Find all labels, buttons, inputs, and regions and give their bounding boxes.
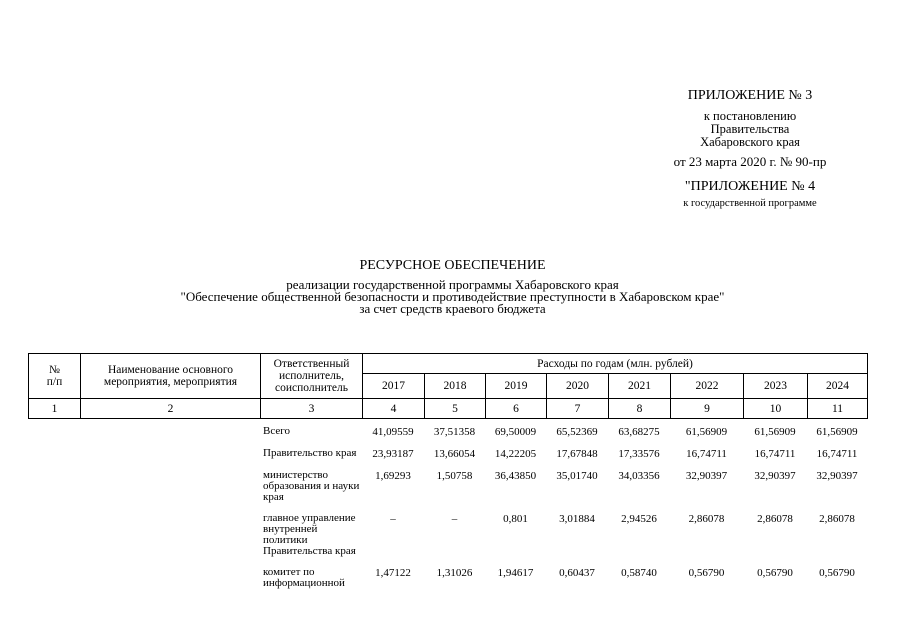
cell-num [28, 567, 80, 599]
appendix-date: от 23 марта 2020 г. № 90-пр [673, 154, 827, 169]
cell-value: 1,47122 [375, 567, 411, 579]
year-cell: 2017 [363, 374, 425, 399]
table-body [28, 426, 867, 599]
appendix-title: ПРИЛОЖЕНИЕ № 3 [687, 88, 813, 103]
cell-value: 0,56790 [688, 567, 725, 579]
cell-value: 69,50009 [494, 426, 537, 438]
header-name: Наименование основного мероприятия, мероприятия [81, 354, 261, 399]
cell-value: 34,03356 [618, 470, 660, 482]
col-number: 2 [81, 399, 261, 419]
cell-value: 1,69293 [375, 470, 411, 482]
cell-value: 37,51358 [433, 426, 476, 438]
cell-executor: комитет по информационной [263, 566, 345, 589]
cell-value: 41,09559 [372, 426, 414, 438]
cell-num [28, 448, 80, 470]
cell-value: 63,68275 [618, 426, 660, 438]
appendix-body [640, 110, 860, 149]
subtitle-line: за счет средств краевого бюджета [359, 301, 546, 316]
cell-value: 17,33576 [618, 448, 660, 460]
year-cell: 2018 [425, 374, 486, 399]
table-header [28, 353, 868, 419]
table-row [28, 513, 867, 567]
cell-value: 2,86078 [757, 513, 793, 525]
header-num [29, 354, 81, 399]
cell-value: – [390, 513, 396, 525]
cell-value: 1,50758 [436, 470, 473, 482]
cell-value: 32,90397 [754, 470, 796, 482]
cell-value: 16,74711 [754, 448, 796, 460]
cell-value: 23,93187 [372, 448, 414, 460]
cell-value: 61,56909 [754, 426, 796, 438]
cell-executor: министерство образования и науки края [263, 469, 360, 503]
cell-value: 16,74711 [686, 448, 727, 460]
cell-value: 14,22205 [494, 448, 537, 460]
cell-value: 16,74711 [816, 448, 858, 460]
cell-value: 3,01884 [559, 513, 595, 525]
appendix-line: Хабаровского края [700, 135, 800, 149]
cell-name [80, 567, 260, 599]
cell-value: 2,86078 [688, 513, 725, 525]
col-number: 8 [609, 399, 671, 419]
cell-value: 13,66054 [433, 448, 476, 460]
year-cell: 2023 [744, 374, 808, 399]
col-number: 3 [261, 399, 363, 419]
cell-value: 17,67848 [556, 448, 598, 460]
cell-value: 65,52369 [556, 426, 598, 438]
col-number: 9 [671, 399, 744, 419]
cell-value: 0,60437 [559, 567, 595, 579]
cell-value: 61,56909 [816, 426, 858, 438]
document-title: РЕСУРСНОЕ ОБЕСПЕЧЕНИЕ [359, 258, 546, 273]
header-num-text: № п/п [46, 364, 63, 388]
document-subtitle [0, 279, 905, 315]
col-number: 7 [547, 399, 609, 419]
cell-value: 32,90397 [816, 470, 858, 482]
cell-executor: Правительство края [263, 447, 357, 459]
subtitle-line: "Обеспечение общественной безопасности и противодействие преступности в Хабаровском крае" [180, 289, 725, 304]
appendix2-line: к государственной программе [683, 198, 817, 209]
col-number: 10 [744, 399, 808, 419]
header-expenses: Расходы по годам (млн. рублей) [363, 354, 868, 374]
year-cell: 2024 [808, 374, 868, 399]
cell-name [80, 426, 260, 448]
cell-value: 2,86078 [819, 513, 855, 525]
appendix2-title: "ПРИЛОЖЕНИЕ № 4 [684, 179, 816, 194]
cell-value: 32,90397 [685, 470, 728, 482]
cell-value: 36,43850 [494, 470, 537, 482]
cell-name [80, 513, 260, 567]
appendix-line: Правительства [710, 122, 790, 136]
cell-value: 35,01740 [556, 470, 598, 482]
header-executor: Ответственный исполнитель, соисполнитель [261, 354, 363, 399]
table-row [28, 448, 867, 470]
table-row [28, 470, 867, 513]
table-row [28, 426, 867, 448]
cell-num [28, 426, 80, 448]
appendix-line: к постановлению [703, 109, 797, 123]
cell-value: – [451, 513, 458, 525]
col-number: 5 [425, 399, 486, 419]
cell-value: 61,56909 [685, 426, 728, 438]
subtitle-line: реализации государственной программы Хабаровского края [286, 277, 619, 292]
col-number: 1 [29, 399, 81, 419]
cell-name [80, 470, 260, 513]
col-number: 11 [808, 399, 868, 419]
cell-value: 0,58740 [621, 567, 657, 579]
cell-executor: главное управление внутренней политики Правительства края [263, 512, 356, 557]
cell-value: 2,94526 [621, 513, 657, 525]
cell-num [28, 513, 80, 567]
cell-num [28, 470, 80, 513]
cell-value: 1,31026 [436, 567, 473, 579]
cell-executor: Всего [263, 425, 290, 437]
cell-value: 1,94617 [497, 567, 534, 579]
year-cell: 2019 [486, 374, 547, 399]
table-row [28, 567, 867, 599]
year-cell: 2022 [671, 374, 744, 399]
year-cell: 2020 [547, 374, 609, 399]
cell-name [80, 448, 260, 470]
cell-value: 0,56790 [757, 567, 793, 579]
col-number: 4 [363, 399, 425, 419]
year-cell: 2021 [609, 374, 671, 399]
cell-value: 0,801 [503, 513, 528, 525]
col-number: 6 [486, 399, 547, 419]
cell-value: 0,56790 [819, 567, 855, 579]
